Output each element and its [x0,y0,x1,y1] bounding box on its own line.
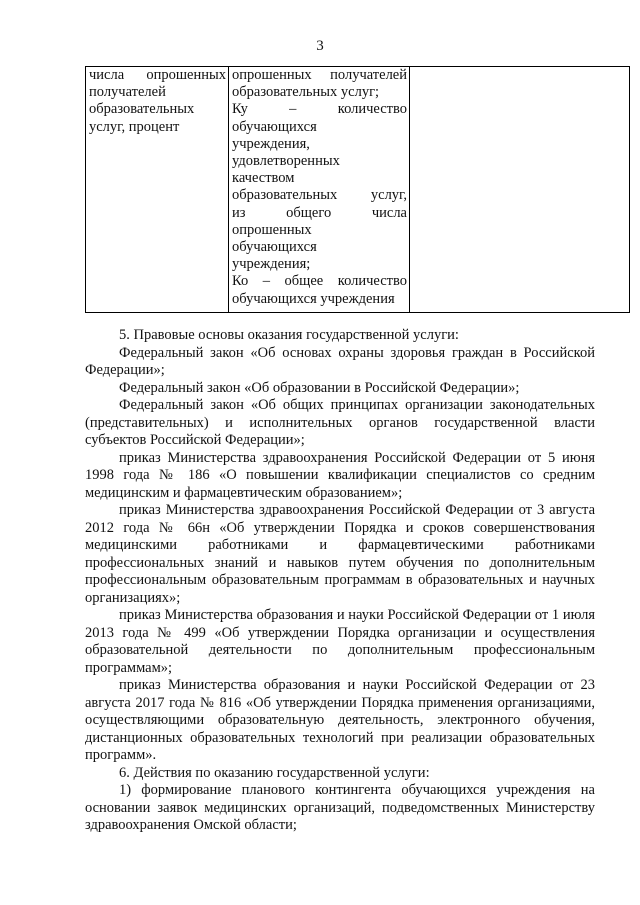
section-heading: 6. Действия по оказанию государственной услуги: [119,764,430,781]
table-cell-formula [229,67,410,313]
cell-line: числа опрошенных [89,67,226,83]
page-number: 3 [316,38,324,54]
cell-line: учреждения, [232,135,310,152]
paragraph: приказ Министерства здравоохранения Российской Федерации от 3 августа 2012 года № 66н «Об утверждении Порядка и сроков совершенствования медицинскими работниками и фармацевтическими работниками профессиональных знаний и навыков путем обучения по дополнительным профессиональным образовательным программам в образовательных и научных организациях»; [85,502,595,606]
cell-line: учреждения; [232,256,311,273]
continuation-table [85,66,630,313]
cell-line: услуг, процент [89,118,180,135]
cell-line: Ко – общее количество [232,273,407,290]
cell-line: из общего числа [232,204,407,221]
cell-line: Ку – количество [232,101,407,118]
table-cell-indicator [86,67,229,313]
paragraph: Федеральный закон «Об образовании в Российской Федерации»; [119,379,520,396]
section-heading: 5. Правовые основы оказания государственной услуги: [119,327,459,343]
cell-line: обучающихся [232,239,317,256]
cell-line: качеством [232,170,295,187]
paragraph: Федеральный закон «Об общих принципах организации законодательных (представительных) и исполнительных органов государственной власти субъектов Российской Федерации»; [85,397,595,448]
cell-line: образовательных услуг; [232,84,380,101]
table-cell-empty [410,67,630,313]
cell-line: опрошенных [232,221,312,238]
table-row [86,67,630,313]
cell-line: образовательных услуг, [232,187,407,204]
paragraph: приказ Министерства здравоохранения Российской Федерации от 5 июня 1998 года № 186 «О повышении квалификации специалистов со средним медицинским и фармацевтическим образованием»; [85,449,595,501]
paragraph: 1) формирование планового контингента обучающихся учреждения на основании заявок медицинских организаций, подведомственных Министерству здравоохранения Омской области; [85,782,595,833]
document-body [85,327,595,835]
cell-line: обучающихся [232,118,317,135]
paragraph: приказ Министерства образования и науки Российской Федерации от 1 июля 2013 года № 499 «Об утверждении Порядка организации и осуществления образовательной деятельности по дополнительным профессиональным программам»; [85,607,595,676]
cell-line: удовлетворенных [232,153,340,170]
cell-line: образовательных [89,101,195,118]
cell-line: получателей [89,84,166,101]
cell-line: опрошенных получателей [232,67,407,83]
paragraph: приказ Министерства образования и науки Российской Федерации от 23 августа 2017 года № 816 «Об утверждении Порядка применения организациями, осуществляющими образовательную деятельность, электронного обучения, дистанционных образовательных технологий при реализации образовательных программ». [85,677,595,763]
paragraph: Федеральный закон «Об основах охраны здоровья граждан в Российской Федерации»; [85,344,595,378]
cell-line: обучающихся учреждения [232,290,395,307]
